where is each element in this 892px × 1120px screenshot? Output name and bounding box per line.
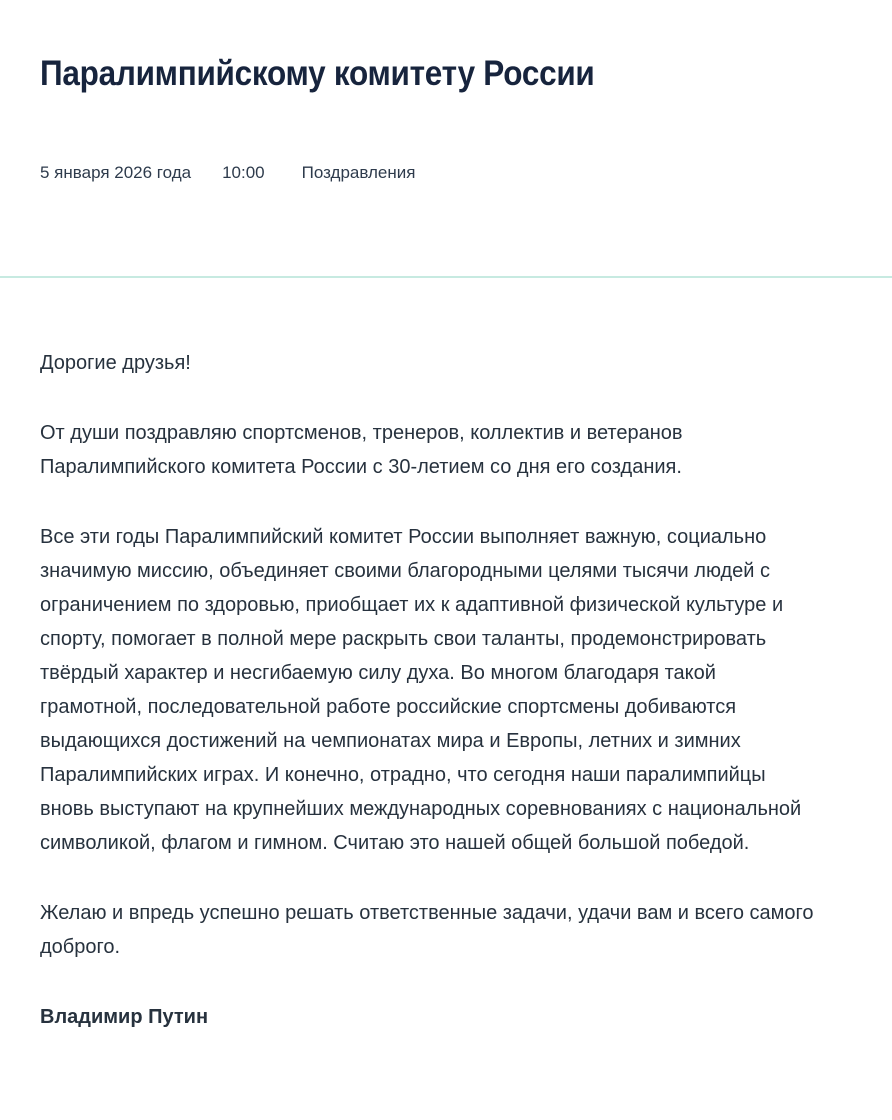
page-title: Паралимпийскому комитету России [40, 54, 595, 93]
article-paragraph: Дорогие друзья! [40, 352, 191, 374]
section-divider [0, 276, 892, 278]
article-paragraph: Желаю и впредь успешно решать ответственные задачи, удачи вам и всего самого доброго. [40, 902, 814, 958]
publish-date: 5 января 2026 года [40, 163, 192, 182]
article-body-wrapper [0, 346, 892, 1034]
article-paragraph: От души поздравляю спортсменов, тренеров, коллектив и ветеранов Паралимпийского комитета России с 30-летием со дня его создания. [40, 422, 683, 478]
article-paragraph: Все эти годы Паралимпийский комитет России выполняет важную, социально значимую миссию, объединяет своими благородными целями тысячи людей с ограничением по здоровью, приобщает их к адаптивной физической культуре и спорту, помогает в полной мере раскрыть свои таланты, продемонстрировать твёрдый характер и несгибаемую силу духа. Во многом благодаря такой грамотной, последовательной работе российские спортсмены добиваются выдающихся достижений на чемпионатах мира и Европы, летних и зимних Паралимпийских играх. И конечно, отрадно, что сегодня наши паралимпийцы вновь выступают на крупнейших международных соревнованиях с национальной символикой, флагом и гимном. Считаю это нашей общей большой победой. [40, 526, 802, 854]
signature: Владимир Путин [40, 1006, 209, 1028]
article-body [40, 346, 822, 1034]
article-page [0, 52, 892, 184]
article-meta [40, 162, 822, 184]
publish-time: 10:00 [222, 163, 265, 182]
category-link[interactable]: Поздравления [301, 163, 416, 182]
